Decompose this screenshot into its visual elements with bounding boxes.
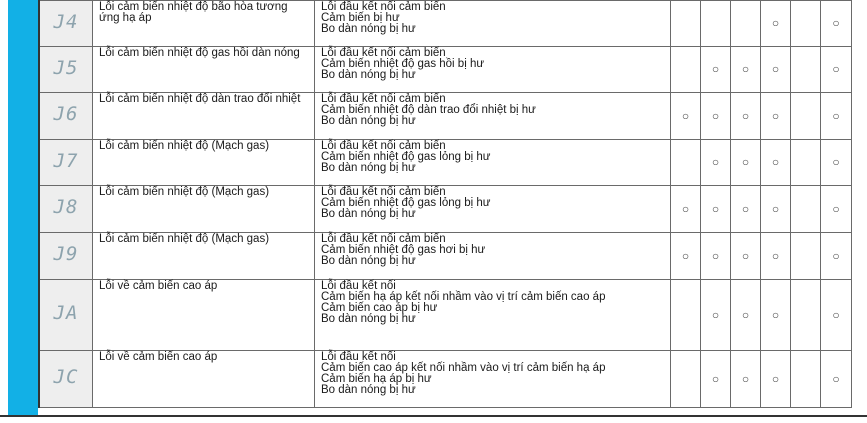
error-description: Lỗi cảm biến nhiệt độ (Mạch gas) — [93, 140, 315, 186]
error-description: Lỗi về cảm biến cao áp — [93, 280, 315, 351]
error-code: J5 — [53, 56, 79, 79]
check-circle-icon: ○ — [671, 233, 701, 280]
check-circle-icon: ○ — [761, 186, 791, 233]
error-description: Lỗi cảm biến nhiệt độ dàn trao đổi nhiệt — [93, 93, 315, 140]
empty-check-cell — [791, 140, 821, 186]
empty-check-cell — [671, 47, 701, 93]
cause-item: Lỗi đầu kết nối cảm biến — [321, 140, 446, 152]
error-causes — [315, 93, 671, 140]
check-circle-icon: ○ — [821, 351, 852, 408]
error-code-cell — [39, 1, 93, 47]
cause-item: Cảm biến nhiệt độ dàn trao đổi nhiệt bị hư — [321, 104, 536, 116]
left-margin — [0, 0, 8, 415]
cause-item: Lỗi đầu kết nối cảm biến — [321, 233, 446, 245]
error-code: JC — [53, 366, 79, 388]
error-description: Lỗi cảm biến nhiệt độ (Mạch gas) — [93, 233, 315, 280]
error-causes — [315, 233, 671, 280]
cause-item: Lỗi đầu kết nối — [321, 351, 396, 363]
cause-item: Cảm biến cao áp bị hư — [321, 302, 438, 314]
check-circle-icon: ○ — [761, 1, 791, 47]
cause-item: Bo dàn nóng bị hư — [321, 255, 416, 267]
check-circle-icon: ○ — [701, 93, 731, 140]
check-circle-icon: ○ — [761, 351, 791, 408]
error-causes — [315, 1, 671, 47]
check-circle-icon: ○ — [821, 186, 852, 233]
check-circle-icon: ○ — [671, 186, 701, 233]
cause-item: Lỗi đầu kết nối cảm biến — [321, 1, 446, 13]
empty-check-cell — [671, 280, 701, 351]
cause-item: Bo dàn nóng bị hư — [321, 384, 416, 396]
check-circle-icon: ○ — [701, 233, 731, 280]
table-row — [39, 351, 852, 408]
cause-item: Cảm biến nhiệt độ gas lỏng bị hư — [321, 197, 491, 209]
error-code: J9 — [53, 243, 79, 265]
error-causes — [315, 140, 671, 186]
check-circle-icon: ○ — [701, 280, 731, 351]
error-code: JA — [53, 302, 79, 324]
cause-item: Cảm biến cao áp kết nối nhầm vào vị trí cảm biến hạ áp — [321, 362, 606, 374]
empty-check-cell — [791, 351, 821, 408]
check-circle-icon: ○ — [671, 93, 701, 140]
empty-check-cell — [671, 351, 701, 408]
check-circle-icon: ○ — [731, 280, 761, 351]
error-code-cell — [39, 351, 93, 408]
error-causes — [315, 47, 671, 93]
check-circle-icon: ○ — [761, 233, 791, 280]
error-code: J4 — [53, 10, 79, 33]
error-causes — [315, 280, 671, 351]
check-circle-icon: ○ — [701, 186, 731, 233]
error-description: Lỗi về cảm biến cao áp — [93, 351, 315, 408]
empty-check-cell — [701, 1, 731, 47]
check-circle-icon: ○ — [731, 93, 761, 140]
check-circle-icon: ○ — [761, 93, 791, 140]
error-description: Lỗi cảm biến nhiệt độ bão hòa tương ứng hạ áp — [93, 1, 315, 47]
error-causes — [315, 351, 671, 408]
empty-check-cell — [791, 1, 821, 47]
error-code-table — [38, 0, 852, 408]
empty-check-cell — [671, 140, 701, 186]
table-row — [39, 186, 852, 233]
table-row — [39, 280, 852, 351]
cause-item: Bo dàn nóng bị hư — [321, 23, 416, 35]
error-causes — [315, 186, 671, 233]
cause-item: Lỗi đầu kết nối — [321, 280, 396, 292]
error-code: J6 — [53, 103, 79, 125]
cause-item: Bo dàn nóng bị hư — [321, 162, 416, 174]
empty-check-cell — [671, 1, 701, 47]
empty-check-cell — [791, 47, 821, 93]
empty-check-cell — [791, 233, 821, 280]
check-circle-icon: ○ — [731, 351, 761, 408]
table-row — [39, 233, 852, 280]
cause-item: Cảm biến nhiệt độ gas hơi bị hư — [321, 244, 486, 256]
error-code-cell — [39, 233, 93, 280]
empty-check-cell — [791, 93, 821, 140]
empty-check-cell — [791, 186, 821, 233]
cause-item: Cảm biến nhiệt độ gas hồi bị hư — [321, 58, 485, 70]
cause-item: Bo dàn nóng bị hư — [321, 69, 416, 81]
check-circle-icon: ○ — [701, 140, 731, 186]
check-circle-icon: ○ — [731, 47, 761, 93]
error-code-cell — [39, 186, 93, 233]
cause-item: Lỗi đầu kết nối cảm biến — [321, 47, 446, 59]
cause-item: Cảm biến hạ áp kết nối nhầm vào vị trí cảm biến cao áp — [321, 291, 606, 303]
check-circle-icon: ○ — [821, 1, 852, 47]
cause-item: Cảm biến nhiệt độ gas lỏng bị hư — [321, 151, 491, 163]
check-circle-icon: ○ — [761, 140, 791, 186]
error-description: Lỗi cảm biến nhiệt độ gas hồi dàn nóng — [93, 47, 315, 93]
error-code-cell — [39, 280, 93, 351]
check-circle-icon: ○ — [761, 47, 791, 93]
check-circle-icon: ○ — [761, 280, 791, 351]
error-description: Lỗi cảm biến nhiệt độ (Mạch gas) — [93, 186, 315, 233]
cause-item: Cảm biến hạ áp bị hư — [321, 373, 432, 385]
error-code-cell — [39, 93, 93, 140]
check-circle-icon: ○ — [701, 47, 731, 93]
check-circle-icon: ○ — [821, 280, 852, 351]
check-circle-icon: ○ — [821, 47, 852, 93]
check-circle-icon: ○ — [821, 233, 852, 280]
table-bottom-border — [0, 415, 867, 417]
table-row — [39, 47, 852, 93]
table-body — [39, 1, 852, 408]
error-code: J8 — [53, 196, 79, 218]
check-circle-icon: ○ — [821, 93, 852, 140]
check-circle-icon: ○ — [821, 140, 852, 186]
error-code-cell — [39, 47, 93, 93]
cause-item: Bo dàn nóng bị hư — [321, 115, 416, 127]
cause-item: Bo dàn nóng bị hư — [321, 313, 416, 325]
cause-item: Lỗi đầu kết nối cảm biến — [321, 186, 446, 198]
cause-item: Bo dàn nóng bị hư — [321, 208, 416, 220]
table-row — [39, 1, 852, 47]
cause-item: Lỗi đầu kết nối cảm biến — [321, 93, 446, 105]
error-code-cell — [39, 140, 93, 186]
check-circle-icon: ○ — [731, 140, 761, 186]
empty-check-cell — [791, 280, 821, 351]
section-color-bar — [8, 0, 38, 415]
check-circle-icon: ○ — [731, 233, 761, 280]
empty-check-cell — [731, 1, 761, 47]
check-circle-icon: ○ — [731, 186, 761, 233]
table-row — [39, 93, 852, 140]
table-row — [39, 140, 852, 186]
check-circle-icon: ○ — [701, 351, 731, 408]
cause-item: Cảm biến bị hư — [321, 12, 400, 24]
error-code: J7 — [53, 149, 79, 172]
